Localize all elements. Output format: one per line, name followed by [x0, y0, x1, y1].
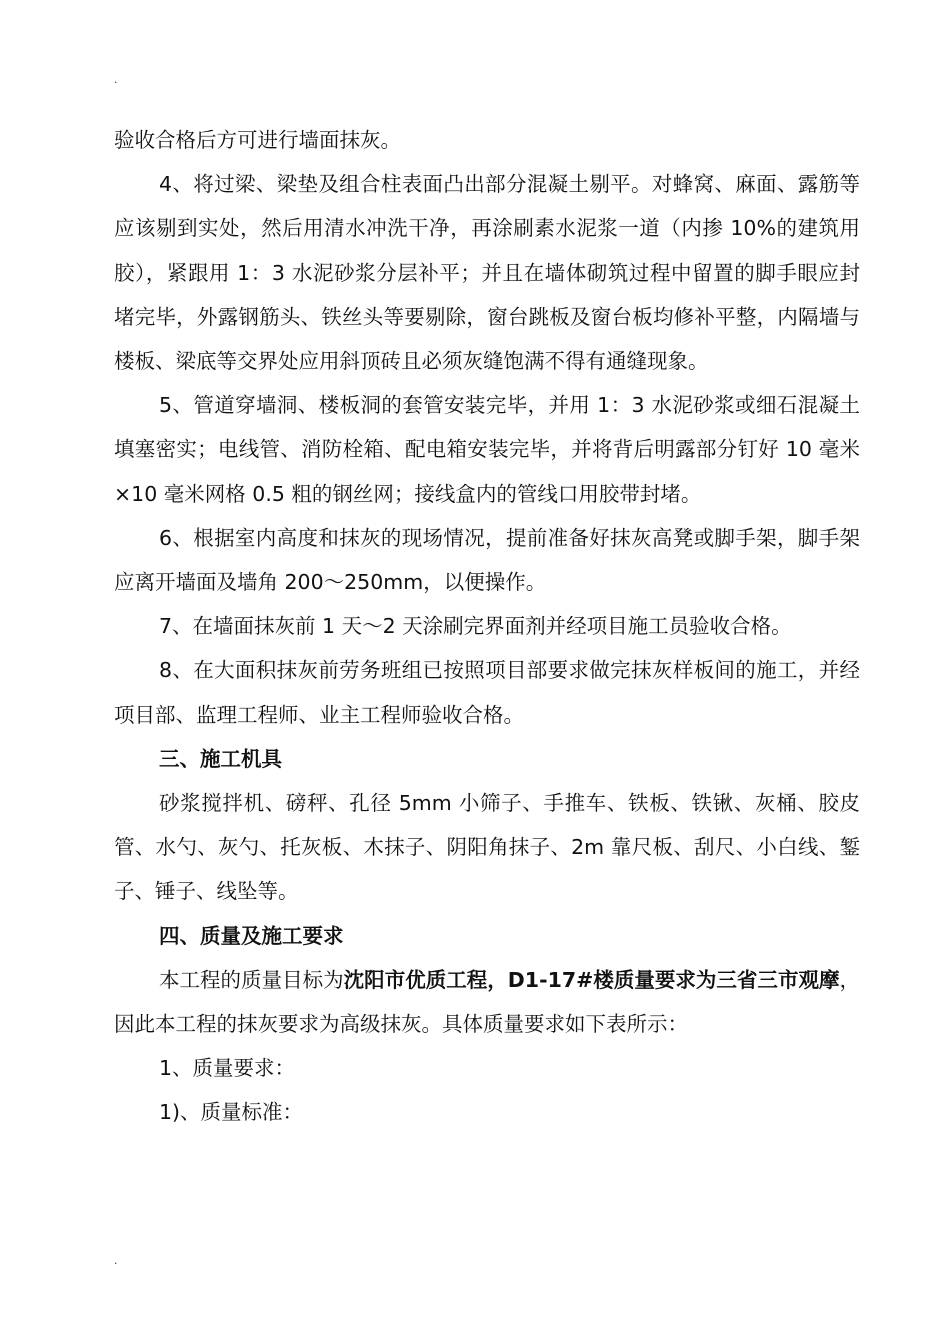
subheading-quality-requirements: 1、质量要求：: [159, 1056, 296, 1081]
quality-intro-bold: 沈阳市优质工程，D1-17#楼质量要求为三省三市观摩: [343, 967, 840, 992]
paragraph-continuation: 验收合格后方可进行墙面抹灰。: [114, 128, 401, 152]
section-heading-tools: 三、施工机具: [159, 746, 282, 771]
paragraph-tools-list: 砂浆搅拌机、磅秤、孔径 5mm 小筛子、手推车、铁板、铁锹、灰桶、胶皮管、水勺、灰勺、托灰板、木抹子、阴阳角抹子、2m 靠尺板、刮尺、小白线、錾子、锤子、线坠等。: [114, 791, 860, 904]
quality-intro-suffix: ，因此本工程的抹灰要求为高级抹灰。具体质量要求如下表所示：: [114, 967, 860, 1037]
paragraph-item-6: 6、根据室内高度和抹灰的现场情况，提前准备好抹灰高凳或脚手架，脚手架应离开墙面及墙角 200～250mm，以便操作。: [114, 525, 860, 595]
paragraph-item-7: 7、在墙面抹灰前 1 天～2 天涂刷完界面剂并经项目施工员验收合格。: [159, 614, 792, 639]
paragraph-quality-intro: [114, 958, 860, 1046]
subheading-quality-standard: 1)、质量标准：: [159, 1100, 304, 1125]
section-heading-quality: 四、质量及施工要求: [159, 923, 344, 948]
document-body: [114, 118, 860, 1135]
paragraph-item-4: 4、将过梁、梁垫及组合柱表面凸出部分混凝土剔平。对蜂窝、麻面、露筋等应该剔到实处，然后用清水冲洗干净，再涂刷素水泥浆一道（内掺 10%的建筑用胶），紧跟用 1：3 水泥砂浆分层补平；并且在墙体砌筑过程中留置的脚手眼应封堵完毕，外露钢筋头、铁丝头等要剔除，窗台跳板及窗台板均修补平整，内隔墙与楼板、梁底等交界处应用斜顶砖且必须灰缝饱满不得有通缝现象。: [114, 172, 860, 374]
quality-intro-prefix: 本工程的质量目标为: [159, 967, 344, 992]
page-top-mark: .: [114, 73, 118, 86]
page-bottom-mark: .: [114, 1254, 118, 1267]
paragraph-item-8: 8、在大面积抹灰前劳务班组已按照项目部要求做完抹灰样板间的施工，并经项目部、监理工程师、业主工程师验收合格。: [114, 658, 860, 727]
paragraph-item-5: 5、管道穿墙洞、楼板洞的套管安装完毕，并用 1：3 水泥砂浆或细石混凝土填塞密实；电线管、消防栓箱、配电箱安装完毕，并将背后明露部分钉好 10 毫米×10 毫米网格 0.5 粗的钢丝网；接线盒内的管线口用胶带封堵。: [114, 393, 860, 506]
